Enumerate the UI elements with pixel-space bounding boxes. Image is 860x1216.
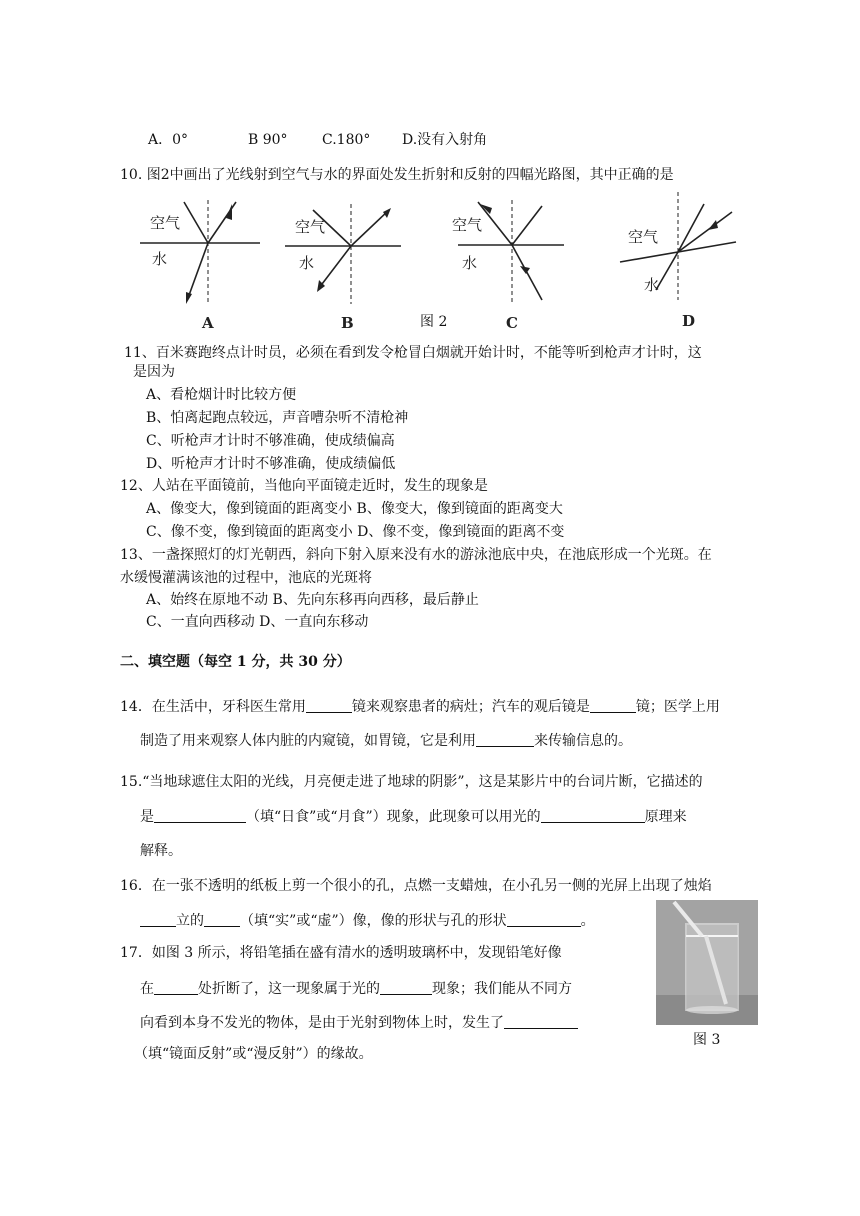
q15-blank-1[interactable] (154, 808, 246, 823)
q14-text-3: 镜；医学上用 (635, 699, 720, 715)
refraction-diagram-c (450, 196, 570, 334)
diagram-b-air-label: 空气 (295, 218, 326, 236)
q17-line3 (140, 1014, 578, 1032)
q17-blank-3[interactable] (504, 1014, 578, 1029)
q14-text-5: 来传输信息的。 (534, 733, 632, 749)
diagram-d-water-label: 水 (644, 276, 660, 294)
figure-3-caption: 图 3 (693, 1032, 721, 1048)
q16-line1: 16．在一张不透明的纸板上剪一个很小的孔，点燃一支蜡烛，在小孔另一侧的光屏上出现了烛焰 (120, 878, 712, 894)
q12-options-line2: C、像不变，像到镜面的距离变小 D、像不变，像到镜面的距离不变 (146, 524, 565, 540)
q11-option-c: C、听枪声才计时不够准确，使成绩偏高 (146, 433, 395, 449)
q16-blank-1[interactable] (140, 912, 176, 927)
q16-line2 (140, 912, 595, 930)
diagram-a-water-label: 水 (152, 250, 168, 268)
diagram-b-letter: B (341, 314, 354, 332)
q15-blank-2[interactable] (541, 808, 645, 823)
q16-text-2: （填“实”或“虚”）像，像的形状与孔的形状 (240, 913, 507, 929)
diagram-d-air-label: 空气 (628, 228, 659, 246)
q14-text-4: 制造了用来观察人体内脏的内窥镜，如胃镜，它是利用 (140, 733, 476, 749)
diagram-b-water-label: 水 (299, 254, 315, 272)
q14-blank-1[interactable] (306, 698, 352, 713)
section-2-title: 二、填空题（每空 1 分，共 30 分） (120, 654, 351, 670)
q9-option-c: C.180° (322, 132, 371, 148)
q15-text-2: （填“日食”或“月食”）现象，此现象可以用光的 (246, 809, 541, 825)
q11-option-d: D、听枪声才计时不够准确，使成绩偏低 (146, 456, 396, 472)
q9-option-a: A．0° (148, 132, 189, 148)
q17-blank-2[interactable] (380, 980, 432, 995)
q11-option-a: A、看枪烟计时比较方便 (146, 387, 297, 403)
q15-line2 (140, 808, 687, 826)
figure-2-caption: 图 2 (420, 314, 448, 330)
q15-line1: 15.“当地球遮住太阳的光线，月亮便走进了地球的阴影”，这是某影片中的台词片断，它描述的 (120, 774, 703, 790)
q9-option-b: B 90° (248, 132, 288, 148)
diagram-d-letter: D (682, 312, 696, 330)
refraction-diagram-a (140, 196, 260, 334)
q17-text-2: 处折断了，这一现象属于光的 (198, 981, 380, 997)
q17-line4: （填“镜面反射”或“漫反射”）的缘故。 (134, 1046, 373, 1062)
q17-text-1: 在 (140, 981, 154, 997)
q17-text-3: 现象；我们能从不同方 (432, 981, 572, 997)
q14-text-2: 镜来观察患者的病灶；汽车的观后镜是 (351, 699, 590, 715)
q13-stem-line2: 水缓慢灌满该池的过程中，池底的光斑将 (120, 570, 372, 586)
q11-stem-line2: 是因为 (133, 364, 175, 380)
q11-stem-line1: 11、百米赛跑终点计时员，必须在看到发令枪冒白烟就开始计时，不能等听到枪声才计时，这 (124, 345, 702, 361)
q13-options-line2: C、一直向西移动 D、一直向东移动 (146, 614, 369, 630)
q17-blank-1[interactable] (154, 980, 198, 995)
q13-options-line1: A、始终在原地不动 B、先向东移再向西移，最后静止 (146, 592, 479, 608)
diagram-c-air-label: 空气 (452, 216, 483, 234)
q16-text-3: 。 (580, 913, 595, 929)
figure-3-photo (656, 900, 758, 1025)
q9-option-d: D.没有入射角 (402, 132, 488, 148)
q15-line3: 解释。 (140, 843, 182, 859)
diagram-a-air-label: 空气 (150, 214, 181, 232)
diagram-c-letter: C (506, 314, 518, 332)
q14-blank-3[interactable] (476, 732, 534, 747)
diagram-a-letter: A (202, 314, 214, 332)
refraction-diagram-d (610, 190, 750, 332)
q14-blank-2[interactable] (590, 698, 636, 713)
q16-text-1: 立的 (176, 913, 204, 929)
q15-text-1: 是 (140, 809, 154, 825)
q16-blank-2[interactable] (204, 912, 240, 927)
q14-text-1: 14．在生活中，牙科医生常用 (120, 699, 306, 715)
pencil-in-glass-image (656, 900, 758, 1025)
q10-stem: 10. 图2中画出了光线射到空气与水的界面处发生折射和反射的四幅光路图，其中正确的是 (120, 167, 674, 183)
q14-line1 (120, 698, 720, 716)
q17-text-4: 向看到本身不发光的物体，是由于光射到物体上时，发生了 (140, 1015, 504, 1031)
q13-stem-line1: 13、一盏探照灯的灯光朝西，斜向下射入原来没有水的游泳池底中央，在池底形成一个光斑。在 (120, 547, 712, 563)
q12-options-line1: A、像变大，像到镜面的距离变小 B、像变大，像到镜面的距离变大 (146, 501, 563, 517)
diagram-c-water-label: 水 (462, 254, 478, 272)
q17-line1: 17．如图 3 所示，将铅笔插在盛有清水的透明玻璃杯中，发现铅笔好像 (120, 945, 562, 961)
refraction-diagram-b (285, 196, 415, 334)
q11-option-b: B、怕离起跑点较远，声音嘈杂听不清枪神 (146, 410, 409, 426)
q15-text-3: 原理来 (644, 809, 687, 825)
q14-line2 (140, 732, 632, 750)
q17-line2 (140, 980, 572, 998)
q16-blank-3[interactable] (507, 912, 581, 927)
q12-stem: 12、人站在平面镜前，当他向平面镜走近时，发生的现象是 (120, 478, 488, 494)
